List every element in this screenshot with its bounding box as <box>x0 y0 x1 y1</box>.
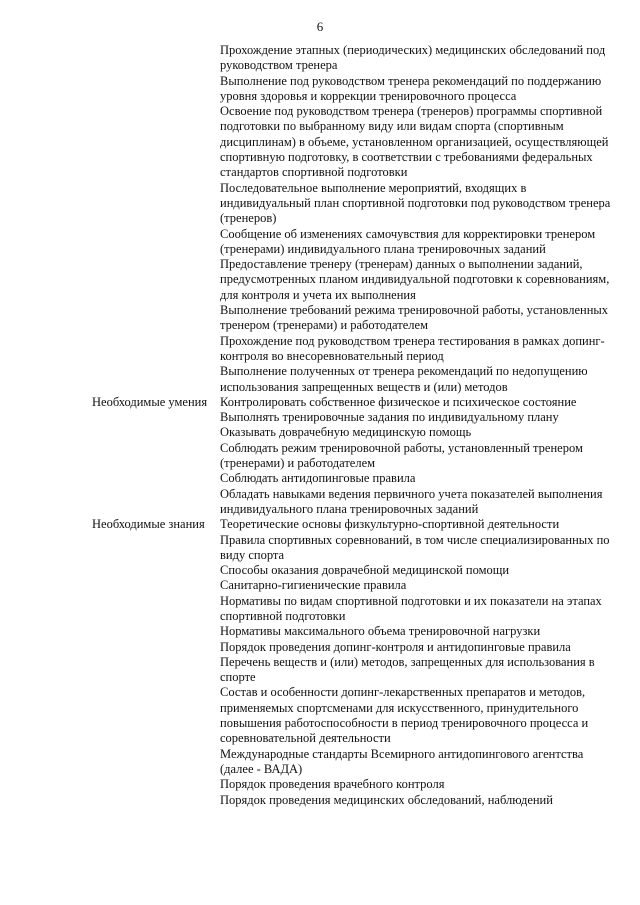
list-item: Оказывать доврачебную медицинскую помощь <box>220 425 472 440</box>
list-item: Состав и особенности допинг-лекарственных препаратов и методов, применяемых спортсменами для искусственного, принудительного повышения работоспособности в период тренировочного процесса и соревновательной деятельности <box>220 685 589 746</box>
list-item: Контролировать собственное физическое и психическое состояние <box>220 394 577 409</box>
list-item: Обладать навыками ведения первичного учета показателей выполнения индивидуального плана тренировочных заданий <box>220 486 603 516</box>
list-item: Последовательное выполнение мероприятий, входящих в индивидуальный план спортивной подготовки под руководством тренера (тренеров) <box>220 180 611 226</box>
section-label: Необходимые умения <box>92 394 208 409</box>
list-item: Порядок проведения допинг-контроля и антидопинговые правила <box>220 639 571 654</box>
list-item: Сообщение об изменениях самочувствия для корректировки тренером (тренерами) индивидуального плана тренировочных заданий <box>220 226 596 256</box>
list-item: Перечень веществ и (или) методов, запрещенных для использования в спорте <box>220 654 595 685</box>
list-item: Предоставление тренеру (тренерам) данных о выполнении заданий, предусмотренных планом индивидуальной подготовки к соревнованиям, для контроля и учета их выполнения <box>220 257 610 302</box>
section-items <box>220 517 612 808</box>
list-item: Выполнение полученных от тренера рекомендаций по недопущению использования запрещенных веществ и (или) методов <box>220 364 588 394</box>
list-item: Соблюдать антидопинговые правила <box>220 471 416 486</box>
list-item: Порядок проведения врачебного контроля <box>220 777 445 792</box>
section-label: Необходимые знания <box>92 517 205 532</box>
section-required-skills <box>92 395 612 517</box>
section-labor-actions <box>92 43 612 395</box>
list-item: Нормативы по видам спортивной подготовки и их показатели на этапах спортивной подготовки <box>220 593 602 623</box>
list-item: Выполнение под руководством тренера рекомендаций по поддержанию уровня здоровья и коррекции тренировочного процесса <box>220 73 602 103</box>
list-item: Прохождение этапных (периодических) медицинских обследований под руководством тренера <box>220 43 606 73</box>
list-item: Международные стандарты Всемирного антидопингового агентства (далее - ВАДА) <box>220 746 584 776</box>
page-number: 6 <box>316 19 324 34</box>
list-item: Соблюдать режим тренировочной работы, установленный тренером (тренерами) и работодателем <box>220 440 583 471</box>
list-item: Порядок проведения медицинских обследований, наблюдений <box>220 792 553 807</box>
list-item: Выполнение требований режима тренировочной работы, установленных тренером (тренерами) и работодателем <box>220 303 609 333</box>
section-items <box>220 43 612 395</box>
list-item: Прохождение под руководством тренера тестирования в рамках допинг-контроля во внесоревновательный период <box>220 333 605 363</box>
list-item: Способы оказания доврачебной медицинской помощи <box>220 563 510 578</box>
list-item: Освоение под руководством тренера (тренеров) программы спортивной подготовки по выбранному виду или видам спорта (спортивным дисциплинам) в объеме, установленном организацией, осуществляющей спортивную подготовку, в соответствии с требованиями федеральных стандартов спортивной подготовки <box>220 104 609 180</box>
list-item: Нормативы максимального объема тренировочной нагрузки <box>220 624 541 639</box>
section-required-knowledge <box>92 517 612 808</box>
list-item: Правила спортивных соревнований, в том числе специализированных по виду спорта <box>220 532 610 562</box>
section-items <box>220 395 612 517</box>
list-item: Теоретические основы физкультурно-спортивной деятельности <box>220 517 560 532</box>
requirements-table <box>92 43 612 808</box>
list-item: Выполнять тренировочные задания по индивидуальному плану <box>220 410 559 425</box>
list-item: Санитарно-гигиенические правила <box>220 578 407 593</box>
